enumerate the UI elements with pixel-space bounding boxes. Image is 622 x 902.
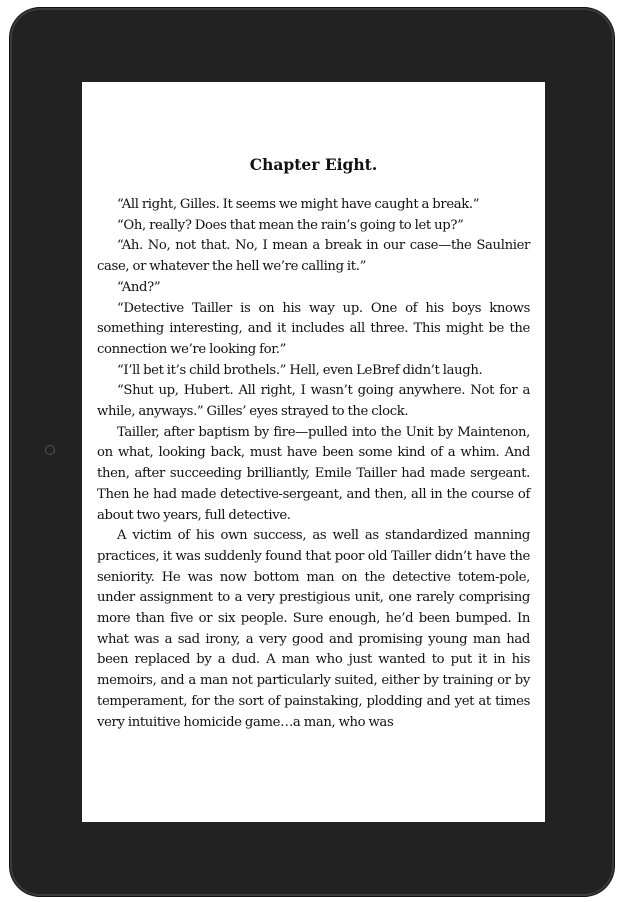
- paragraph: “All right, Gilles. It seems we might have caught a break.”: [117, 197, 480, 212]
- paragraph: Tailler, after baptism by fire—pulled into the Unit by Maintenon, on what, looking back, must have been some kind of a whim. And then, after succeeding brilliantly, Emile Tailler had made sergeant. Then he had made detective-sergeant, and then, all in the course of about two years, full detective.: [97, 424, 530, 523]
- chapter-title: Chapter Eight.: [249, 155, 378, 174]
- ereader-device: [10, 8, 614, 896]
- page-text: [97, 195, 530, 733]
- paragraph: “Shut up, Hubert. All right, I wasn’t going anywhere. Not for a while, anyways.” Gilles’ eyes strayed to the clock.: [97, 383, 530, 420]
- paragraph: “I’ll bet it’s child brothels.” Hell, even LeBref didn’t laugh.: [117, 362, 483, 378]
- paragraph: “And?”: [117, 279, 161, 295]
- paragraph: “Ah. No, not that. No, I mean a break in our case—the Saulnier case, or whatever the hell we’re calling it.”: [97, 238, 530, 275]
- home-button[interactable]: [45, 445, 55, 455]
- paragraph: A victim of his own success, as well as standardized manning practices, it was suddenly found that poor old Tailler didn’t have the seniority. He was now bottom man on the detective totem-pole, under assignment to a very prestigious unit, one rarely comprising more than five or six people. Sure enough, he’d been bumped. In what was a sad irony, a very good and promising young man had been replaced by a dud. A man who just wanted to put it in his memoirs, and a man not particularly suited, either by training or by temperament, for the sort of painstaking, plodding and yet at times very intuitive homicide game…a man, who was: [97, 528, 530, 730]
- paragraph: “Detective Tailler is on his way up. One of his boys knows something interesting, and it includes all three. This might be the connection we’re looking for.”: [97, 300, 530, 357]
- reader-screen[interactable]: [82, 82, 545, 822]
- paragraph: “Oh, really? Does that mean the rain’s going to let up?”: [117, 217, 464, 233]
